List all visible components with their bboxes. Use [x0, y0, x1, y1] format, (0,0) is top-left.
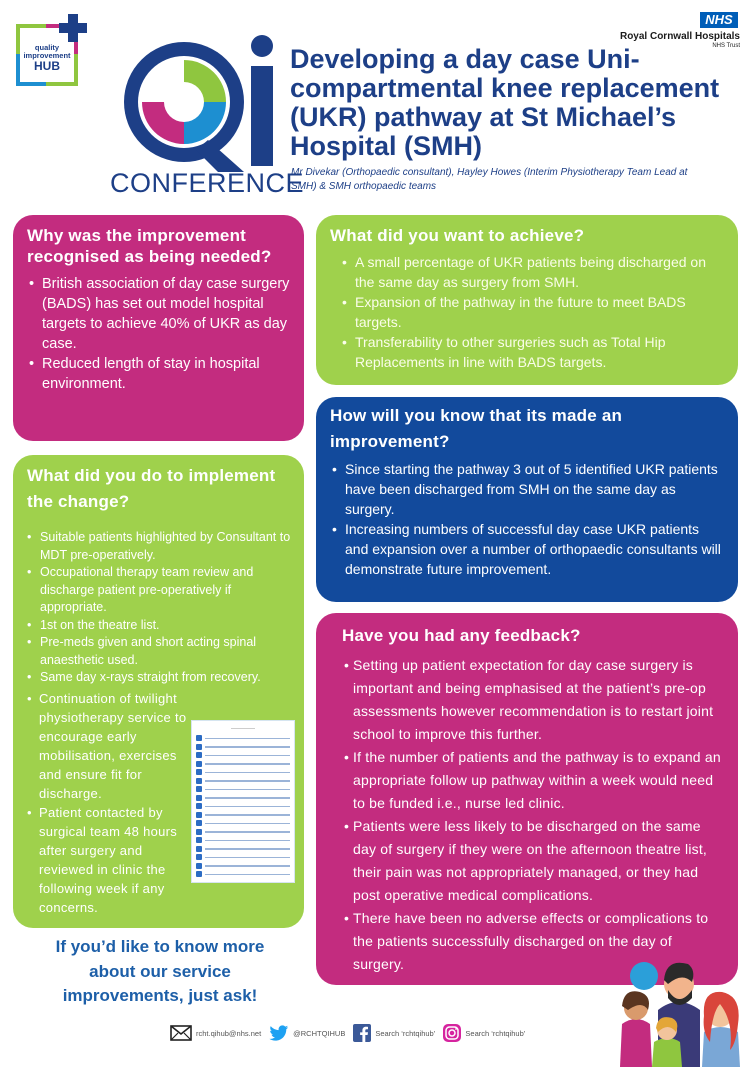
mail-icon: [170, 1025, 192, 1041]
checklist-row: [196, 862, 290, 871]
ask-callout: If you’d like to know more about our service improvements, just ask!: [55, 937, 265, 1005]
why-box: [13, 215, 304, 441]
twitter-handle: @RCHTQIHUB: [293, 1028, 346, 1038]
check-icon: [196, 761, 202, 767]
know-list: [330, 459, 724, 579]
check-icon: [196, 837, 202, 843]
facebook-search: Search ‘rchtqihub’: [375, 1028, 436, 1038]
feedback-item: • Setting up patient expectation for day case surgery is important and being emphasised at the patient’s pre-op assessments however recommendation is to restart joint school to improve this further.: [342, 654, 724, 746]
instagram-contact[interactable]: [443, 1024, 525, 1042]
footer-contacts: [170, 1022, 533, 1044]
people-group-icon: [616, 952, 754, 1067]
qi-logo-icon: [112, 32, 282, 172]
checklist-row: [196, 760, 290, 769]
do-list: [25, 529, 292, 687]
checklist-row: [196, 819, 290, 828]
twitter-icon: [269, 1025, 289, 1042]
want-heading: What did you want to achieve?: [330, 226, 585, 245]
qi-hub-line2: improvement: [23, 50, 71, 60]
people-illustration: [616, 952, 754, 1067]
want-item: • A small percentage of UKR patients being discharged on the same day as surgery from SMH.: [340, 252, 724, 292]
facebook-icon: [353, 1024, 371, 1042]
check-icon: [196, 795, 202, 801]
check-icon: [196, 863, 202, 869]
email-contact[interactable]: [170, 1025, 261, 1041]
feedback-item: • If the number of patients and the pathway is to expand an appropriate follow up pathway within a week would need to be funded i.e., nurse led clinic.: [342, 746, 724, 815]
qi-hub-label: [22, 44, 72, 72]
checklist-row: [196, 853, 290, 862]
do-heading: What did you do to implement the change?: [27, 466, 276, 511]
do-item: • Pre-meds given and short acting spinal anaesthetic used.: [25, 634, 292, 669]
checklist-row: [196, 811, 290, 820]
qi-hub-line3: HUB: [34, 58, 60, 73]
facebook-contact[interactable]: [353, 1024, 435, 1042]
do-side-list: [25, 689, 195, 917]
know-item: • Since starting the pathway 3 out of 5 identified UKR patients have been discharged from SMH on the same day as surgery.: [330, 459, 724, 519]
want-item: • Expansion of the pathway in the future to meet BADS targets.: [340, 292, 724, 332]
qi-hub-line1: quality: [34, 43, 60, 52]
checklist-title-bar: ——————: [231, 725, 255, 730]
qi-hub-logo: [16, 14, 92, 88]
do-side-item: • Patient contacted by surgical team 48 hours after surgery and reviewed in clinic the following week if any concerns.: [25, 803, 195, 917]
checklist-row: [196, 794, 290, 803]
check-icon: [196, 820, 202, 826]
check-icon: [196, 744, 202, 750]
check-icon: [196, 752, 202, 758]
know-box: [316, 397, 738, 602]
checklist-row: [196, 751, 290, 760]
twitter-contact[interactable]: [269, 1025, 345, 1042]
checklist-row: [196, 743, 290, 752]
email-text: rcht.qihub@nhs.net: [196, 1028, 262, 1038]
do-item: • Occupational therapy team review and discharge patient pre-operatively if appropriate.: [25, 564, 292, 617]
checklist-row: [196, 828, 290, 837]
check-icon: [196, 854, 202, 860]
checklist-row: [196, 870, 290, 879]
instagram-icon: [443, 1024, 461, 1042]
why-heading: Why was the improvement recognised as being needed?: [27, 226, 272, 266]
checklist-thumbnail: [191, 720, 295, 883]
conference-label: CONFERENCE: [110, 168, 305, 198]
want-box: [316, 215, 738, 385]
why-item: • British association of day case surgery (BADS) has set out model hospital targets to achieve 40% of UKR as day case.: [27, 274, 292, 354]
check-icon: [196, 803, 202, 809]
check-icon: [196, 846, 202, 852]
want-list: [330, 252, 724, 372]
check-icon: [196, 871, 202, 877]
check-icon: [196, 778, 202, 784]
trust-subtitle: NHS Trust: [712, 43, 740, 49]
nhs-logo: NHS: [700, 12, 738, 28]
want-item: • Transferability to other surgeries such as Total Hip Replacements in line with BADS targets.: [340, 332, 724, 372]
trust-name: Royal Cornwall Hospitals: [619, 31, 740, 42]
do-box: [13, 455, 304, 928]
instagram-search: Search ‘rchtqihub’: [465, 1028, 526, 1038]
authors: Mr Divekar (Orthopaedic consultant), Hayley Howes (Interim Physiotherapy Team Lead at SMH) & SMH orthopaedic teams: [291, 167, 688, 192]
check-icon: [196, 786, 202, 792]
feedback-box: [316, 613, 738, 985]
page-title: Developing a day case Uni-compartmental knee replacement (UKR) pathway at St Michael’s Hospital (SMH): [290, 44, 720, 161]
checklist-row: [196, 785, 290, 794]
why-list: [27, 274, 292, 394]
feedback-list: [342, 654, 724, 976]
do-item: • Same day x-rays straight from recovery.: [25, 669, 292, 687]
qi-conference-logo: [112, 32, 282, 172]
check-icon: [196, 829, 202, 835]
checklist-row: [196, 845, 290, 854]
feedback-item: • There have been no adverse effects or complications to the patients successfully discharged on the day of surgery.: [342, 907, 724, 976]
check-icon: [196, 812, 202, 818]
checklist-row: [196, 802, 290, 811]
checklist-row: [196, 777, 290, 786]
feedback-heading: Have you had any feedback?: [342, 626, 581, 645]
check-icon: [196, 735, 202, 741]
check-icon: [196, 769, 202, 775]
feedback-item: • Patients were less likely to be discharged on the same day of surgery if they were on the afternoon theatre list, their pain was not appropriately managed, or they had post operative medical complications.: [342, 815, 724, 907]
why-item: • Reduced length of stay in hospital environment.: [27, 354, 292, 394]
do-item: • Suitable patients highlighted by Consultant to MDT pre-operatively.: [25, 529, 292, 564]
do-item: • 1st on the theatre list.: [25, 617, 292, 635]
checklist-row: [196, 734, 290, 743]
know-item: • Increasing numbers of successful day case UKR patients and expansion over a number of orthopaedic consultants will demonstrate future improvement.: [330, 519, 724, 579]
checklist-row: [196, 836, 290, 845]
checklist-row: [196, 768, 290, 777]
do-side-item: • Continuation of twilight physiotherapy service to encourage early mobilisation, exercises and ensure fit for discharge.: [25, 689, 195, 803]
know-heading: How will you know that its made an improvement?: [330, 406, 623, 451]
